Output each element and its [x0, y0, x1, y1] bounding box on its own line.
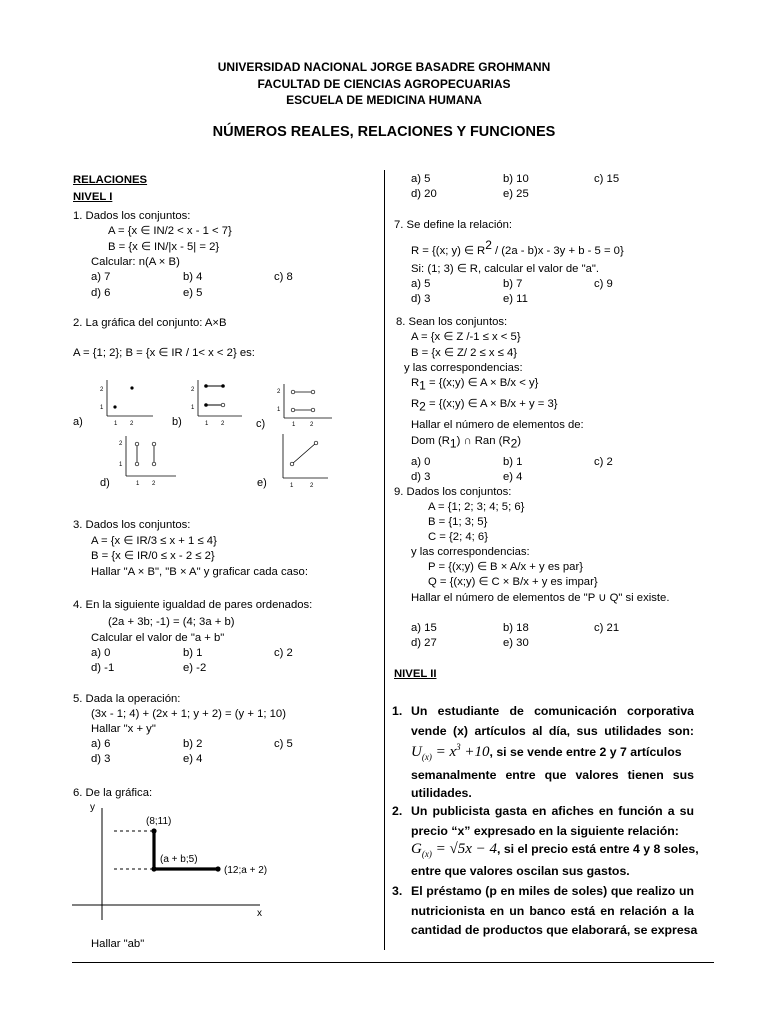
- svg-text:2: 2: [100, 387, 104, 393]
- q6-option-b: b) 10: [503, 173, 529, 185]
- q6-option-a: a) 5: [411, 173, 431, 185]
- q6-label-p3: (12;a + 2): [224, 865, 268, 876]
- q2-graph-options: [70, 372, 340, 492]
- q4-option-c: c) 2: [274, 647, 293, 659]
- section-heading: RELACIONES: [73, 174, 148, 186]
- q5-stem: 5. Dada la operación:: [73, 693, 181, 705]
- q8-set-b: B = {x ∈ Z/ 2 ≤ x ≤ 4}: [411, 347, 518, 359]
- q2-graph-b: [191, 380, 242, 427]
- column-divider: [384, 170, 385, 950]
- q5-option-d: d) 3: [91, 753, 111, 765]
- q1-stem: 1. Dados los conjuntos:: [73, 210, 191, 222]
- q5-option-a: a) 6: [91, 738, 111, 750]
- q6-option-c: c) 15: [594, 173, 620, 185]
- q9-q-def: Q = {(x;y) ∈ C × B/x + y es impar}: [428, 576, 598, 588]
- svg-text:2: 2: [119, 441, 123, 447]
- q9-option-c: c) 21: [594, 622, 620, 634]
- svg-text:1: 1: [119, 462, 123, 468]
- q3-ask: Hallar "A × B", "B × A" y graficar cada caso:: [91, 566, 308, 578]
- q9-option-a: a) 15: [411, 622, 437, 634]
- q8-r2: $R_2$ = {(x;y) ∈ A × B/x + y = 3}: [411, 398, 558, 414]
- q6-ask: Hallar "ab": [91, 938, 145, 950]
- q2-label-a: a): [73, 416, 83, 428]
- q1-set-b: B = {x ∈ IN/|x - 5| = 2}: [108, 241, 220, 253]
- n2-p1-number: 1.: [392, 704, 403, 718]
- q2-graph-e: [283, 434, 328, 489]
- svg-text:1: 1: [114, 421, 118, 427]
- n2-p2-line4: entre que valores oscilan sus gastos.: [411, 864, 630, 878]
- q6-option-e: e) 25: [503, 188, 529, 200]
- q1-option-e: e) 5: [183, 287, 203, 299]
- q1-set-a: A = {x ∈ IN/2 < x - 1 < 7}: [108, 225, 232, 237]
- n2-p2-line1: Un publicista gasta en afiches en función a su: [411, 804, 694, 818]
- n2-p3-line3: cantidad de productos que elaborará, se expresa: [411, 923, 698, 937]
- q2-graph-a: [100, 380, 153, 427]
- q4-option-a: a) 0: [91, 647, 111, 659]
- q9-set-c: C = {2; 4; 6}: [428, 531, 488, 543]
- q6-point-3: [215, 866, 220, 871]
- svg-text:2: 2: [277, 389, 281, 395]
- university-name: UNIVERSIDAD NACIONAL JORGE BASADRE GROHMANN: [217, 60, 551, 74]
- q8-corr: y las correspondencias:: [404, 362, 523, 374]
- n2-p2-line2: precio “x” expresado en la siguiente relación:: [411, 824, 679, 838]
- q2-label-c: c): [256, 418, 266, 430]
- q6-label-p1: (8;11): [146, 816, 172, 827]
- svg-text:2: 2: [221, 421, 225, 427]
- q4-stem: 4. En la siguiente igualdad de pares ordenados:: [73, 599, 313, 611]
- q1-option-c: c) 8: [274, 271, 293, 283]
- q8-set-a: A = {x ∈ Z /-1 ≤ x < 5}: [411, 331, 521, 343]
- q9-option-b: b) 18: [503, 622, 529, 634]
- q8-option-b: b) 1: [503, 456, 523, 468]
- svg-text:1: 1: [290, 483, 294, 489]
- q9-set-a: A = {1; 2; 3; 4; 5; 6}: [428, 501, 525, 513]
- svg-text:2: 2: [310, 483, 314, 489]
- n2-p1-formula: $U_{(x)} = x^3 +10$: [411, 742, 490, 762]
- q2-label-d: d): [100, 477, 110, 489]
- svg-text:1: 1: [292, 422, 296, 428]
- q9-set-b: B = {1; 3; 5}: [428, 516, 488, 528]
- footer-rule: [72, 962, 714, 963]
- q8-r1: $R_1$ = {(x;y) ∈ A × B/x < y}: [411, 377, 539, 393]
- q6-axis-x: x: [257, 908, 262, 919]
- q4-option-d: d) -1: [91, 662, 115, 674]
- q5-option-c: c) 5: [274, 738, 293, 750]
- q9-p-def: P = {(x;y) ∈ B × A/x + y es par}: [428, 561, 583, 573]
- page-title: NÚMEROS REALES, RELACIONES Y FUNCIONES: [212, 124, 556, 140]
- q6-graph: [70, 798, 280, 923]
- q1-ask: Calcular: n(A × B): [91, 256, 180, 268]
- q7-option-b: b) 7: [503, 278, 523, 290]
- q9-option-e: e) 30: [503, 637, 529, 649]
- q7-stem: 7. Se define la relación:: [394, 219, 513, 231]
- svg-text:1: 1: [100, 405, 104, 411]
- n2-p1-line2: vende (x) artículos al día, sus utilidades son:: [411, 724, 694, 738]
- q8-option-e: e) 4: [503, 471, 523, 483]
- q8-stem: 8. Sean los conjuntos:: [396, 316, 508, 328]
- school-name: ESCUELA DE MEDICINA HUMANA: [286, 93, 482, 107]
- q9-stem: 9. Dados los conjuntos:: [394, 486, 512, 498]
- q7-ask: Si: (1; 3) ∈ R, calcular el valor de "a".: [411, 263, 600, 275]
- q2-label-b: b): [172, 416, 182, 428]
- q6-stem: 6. De la gráfica:: [73, 787, 153, 799]
- svg-text:2: 2: [310, 422, 314, 428]
- q8-option-c: c) 2: [594, 456, 613, 468]
- q9-option-d: d) 27: [411, 637, 437, 649]
- q2-graph-d: [119, 436, 176, 487]
- q8-option-d: d) 3: [411, 471, 431, 483]
- n2-p2-formula: $G_{(x)} = √5x - 4$: [411, 841, 497, 859]
- q8-ask: Hallar el número de elementos de:: [411, 419, 584, 431]
- n2-p1-line4: semanalmente entre que valores tienen sus: [411, 768, 694, 782]
- q2-graph-c: [277, 384, 332, 428]
- q2-label-e: e): [257, 477, 267, 489]
- q7-relation: R = {(x; y) ∈ $R^2 / (2a - b)x - 3y + b - 5 = 0$}: [411, 238, 624, 257]
- svg-text:1: 1: [136, 481, 140, 487]
- q7-option-e: e) 11: [503, 293, 528, 305]
- q8-dom-ran: Dom $(R_1)$ ∩ Ran $(R_2)$: [411, 435, 522, 451]
- n2-p1-line5: utilidades.: [411, 786, 472, 800]
- level-heading: NIVEL I: [73, 191, 113, 203]
- q7-option-d: d) 3: [411, 293, 431, 305]
- svg-text:1: 1: [205, 421, 209, 427]
- level2-heading: NIVEL II: [394, 668, 437, 680]
- n2-p1-line1: Un estudiante de comunicación corporativa: [411, 704, 694, 718]
- q4-equation: (2a + 3b; -1) = (4; 3a + b): [108, 616, 235, 628]
- faculty-name: FACULTAD DE CIENCIAS AGROPECUARIAS: [257, 77, 511, 91]
- n2-p3-line1: El préstamo (p en miles de soles) que realizo un: [411, 884, 694, 898]
- q5-option-e: e) 4: [183, 753, 203, 765]
- q9-ask: Hallar el número de elementos de "P ∪ Q" si existe.: [411, 592, 670, 604]
- q2-data: A = {1; 2}; B = {x ∈ IR / 1< x < 2} es:: [73, 347, 255, 359]
- q5-equation: (3x - 1; 4) + (2x + 1; y + 2) = (y + 1; 10): [91, 708, 286, 720]
- q4-option-b: b) 1: [183, 647, 203, 659]
- n2-p1-formula-line: $U_{(x)} = x^3 +10$, si se vende entre 2 y 7 artículos: [411, 742, 682, 762]
- q6-point-2: [151, 866, 156, 871]
- q6-point-1: [151, 828, 156, 833]
- q1-option-a: a) 7: [91, 271, 111, 283]
- q3-set-b: B = {x ∈ IR/0 ≤ x - 2 ≤ 2}: [91, 550, 215, 562]
- q9-corr: y las correspondencias:: [411, 546, 530, 558]
- q4-ask: Calcular el valor de "a + b": [91, 632, 225, 644]
- q6-label-p2: (a + b;5): [160, 854, 198, 865]
- q8-option-a: a) 0: [411, 456, 431, 468]
- svg-text:2: 2: [130, 421, 134, 427]
- svg-text:2: 2: [152, 481, 156, 487]
- q5-ask: Hallar "x + y": [91, 723, 156, 735]
- q1-option-b: b) 4: [183, 271, 203, 283]
- q5-option-b: b) 2: [183, 738, 203, 750]
- svg-text:1: 1: [191, 405, 195, 411]
- q1-option-d: d) 6: [91, 287, 111, 299]
- q3-stem: 3. Dados los conjuntos:: [73, 519, 191, 531]
- svg-text:2: 2: [191, 387, 195, 393]
- n2-p2-formula-line: $G_{(x)} = √5x - 4$, si el precio está entre 4 y 8 soles,: [411, 841, 699, 859]
- q3-set-a: A = {x ∈ IR/3 ≤ x + 1 ≤ 4}: [91, 535, 217, 547]
- q6-axis-y: y: [90, 802, 95, 813]
- q2-stem: 2. La gráfica del conjunto: A×B: [73, 317, 227, 329]
- q7-option-c: c) 9: [594, 278, 613, 290]
- q7-option-a: a) 5: [411, 278, 431, 290]
- n2-p3-line2: nutricionista en un banco está en relación a la: [411, 904, 694, 918]
- q4-option-e: e) -2: [183, 662, 207, 674]
- q6-option-d: d) 20: [411, 188, 437, 200]
- n2-p3-number: 3.: [392, 884, 403, 898]
- svg-text:1: 1: [277, 407, 281, 413]
- n2-p2-number: 2.: [392, 804, 403, 818]
